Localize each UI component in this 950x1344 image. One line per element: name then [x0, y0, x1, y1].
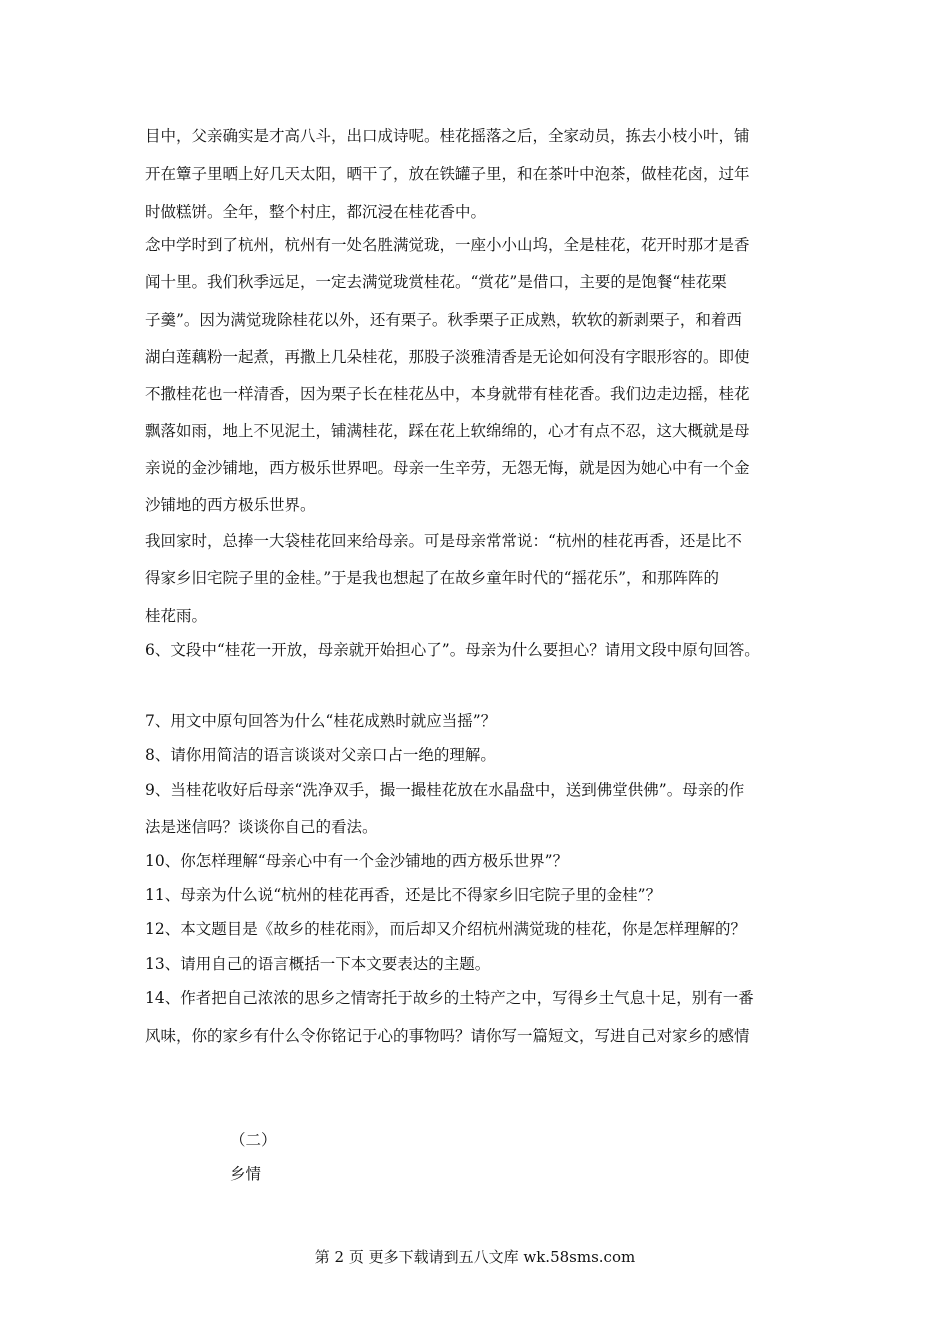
body-line: 湖白莲藕粉一起煮，再撒上几朵桂花，那股子淡雅清香是无论如何没有字眼形容的。即使: [145, 348, 750, 366]
section-number: （二）: [230, 1131, 277, 1149]
body-line: 子羹”。因为满觉珑除桂花以外，还有栗子。秋季栗子正成熟，软软的新剥栗子，和着西: [145, 311, 742, 329]
question-line: 风味，你的家乡有什么令你铭记于心的事物吗？请你写一篇短文，写进自己对家乡的感情: [145, 1027, 750, 1045]
body-line: 不撒桂花也一样清香，因为栗子长在桂花丛中，本身就带有桂花香。我们边走边摇，桂花: [145, 385, 750, 403]
page-footer: 第 2 页 更多下载请到五八文库 wk.58sms.com: [314, 1248, 636, 1266]
section-title: 乡情: [230, 1165, 262, 1183]
body-line: 目中，父亲确实是才高八斗，出口成诗呢。桂花摇落之后，全家动员，拣去小枝小叶，铺: [145, 127, 750, 145]
question-line: 8、请你用简洁的语言谈谈对父亲口占一绝的理解。: [145, 746, 496, 764]
question-line: 7、用文中原句回答为什么“桂花成熟时就应当摇”？: [145, 712, 497, 730]
body-line: 念中学时到了杭州，杭州有一处名胜满觉珑，一座小小山坞，全是桂花，花开时那才是香: [145, 236, 750, 254]
body-line: 时做糕饼。全年，整个村庄，都沉浸在桂花香中。: [145, 203, 487, 221]
question-line: 10、你怎样理解“母亲心中有一个金沙铺地的西方极乐世界”？: [145, 852, 569, 870]
question-line: 13、请用自己的语言概括一下本文要表达的主题。: [145, 955, 491, 973]
question-line: 11、母亲为什么说“杭州的桂花再香，还是比不得家乡旧宅院子里的金桂”？: [145, 886, 662, 904]
question-line: 法是迷信吗？谈谈你自己的看法。: [145, 818, 378, 836]
body-line: 得家乡旧宅院子里的金桂。”于是我也想起了在故乡童年时代的“摇花乐”，和那阵阵的: [145, 569, 720, 587]
body-line: 沙铺地的西方极乐世界。: [145, 496, 316, 514]
body-line: 桂花雨。: [145, 607, 208, 625]
question-line: 9、当桂花收好后母亲“洗净双手，撮一撮桂花放在水晶盘中，送到佛堂供佛”。母亲的作: [145, 781, 745, 799]
question-line: 14、作者把自己浓浓的思乡之情寄托于故乡的土特产之中，写得乡土气息十足，别有一番: [145, 989, 754, 1007]
body-line: 我回家时，总捧一大袋桂花回来给母亲。可是母亲常常说：“杭州的桂花再香，还是比不: [145, 532, 742, 550]
question-line: 6、文段中“桂花一开放，母亲就开始担心了”。母亲为什么要担心？请用文段中原句回答。: [145, 641, 760, 659]
body-line: 开在簟子里晒上好几天太阳，晒干了，放在铁罐子里，和在茶叶中泡茶，做桂花卤，过年: [145, 165, 750, 183]
question-line: 12、本文题目是《故乡的桂花雨》，而后却又介绍杭州满觉珑的桂花，你是怎样理解的？: [145, 920, 746, 938]
body-line: 亲说的金沙铺地，西方极乐世界吧。母亲一生辛劳，无怨无悔，就是因为她心中有一个金: [145, 459, 750, 477]
body-line: 闻十里。我们秋季远足，一定去满觉珑赏桂花。“赏花”是借口，主要的是饱餐“桂花栗: [145, 273, 727, 291]
body-line: 飘落如雨，地上不见泥土，铺满桂花，踩在花上软绵绵的，心才有点不忍，这大概就是母: [145, 422, 750, 440]
